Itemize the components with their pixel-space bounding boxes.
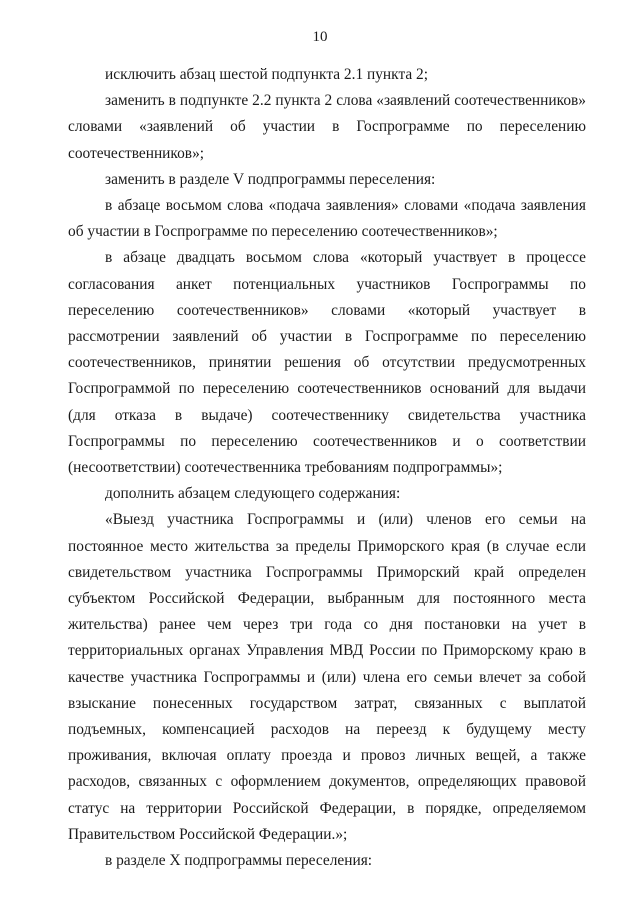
paragraph-add-abzac: дополнить абзацем следующего содержания:	[105, 485, 401, 503]
document-body	[68, 62, 586, 874]
paragraph-replace-words-2-2: заменить в подпункте 2.2 пункта 2 слова «заявлений соотечественников» словами «заявлений об участии в Госпрограмме по переселению соотечественников»;	[68, 92, 586, 162]
page-number: 10	[312, 29, 328, 45]
paragraph-replace-section-v: заменить в разделе V подпрограммы переселения:	[105, 170, 436, 188]
paragraph-twenty-eighth-abzac: в абзаце двадцать восьмом слова «который участвует в процессе согласования анкет потенциальных участников Госпрограммы по переселению соотечественников» словами «который участвует в рассмотрении заявлений об участии в Госпрограмме по переселению соотечественников, принятии решения об отсутствии предусмотренных Госпрограммой по переселению соотечественников оснований для выдачи (для отказа в выдаче) соотечественнику свидетельства участника Госпрограммы по переселению соотечественников и о соответствии (несоответствии) соотечественника требованиям подпрограммы»;	[68, 249, 586, 477]
paragraph-departure-clause: «Выезд участника Госпрограммы и (или) членов его семьи на постоянное место жительства за пределы Приморского края (в случае если свидетельством участника Госпрограммы Приморский край определен субъектом Российской Федерации, выбранным для постоянного места жительства) ранее чем через три года со дня постановки на учет в территориальных органах Управления МВД России по Приморскому краю в качестве участника Госпрограммы и (или) члена его семьи влечет за собой взыскание понесенных государством затрат, связанных с выплатой подъемных, компенсацией расходов на переезд к будущему месту проживания, включая оплату проезда и провоз личных вещей, а также расходов, связанных с оформлением документов, определяющих правовой статус на территории Российской Федерации, в порядке, определяемом Правительством Российской Федерации.»;	[68, 511, 586, 843]
paragraph-eighth-abzac: в абзаце восьмом слова «подача заявления» словами «подача заявления об участии в Госпрограмме по переселению соотечественников»;	[68, 197, 586, 241]
paragraph-section-x: в разделе X подпрограммы переселения:	[105, 852, 373, 870]
paragraph-exclude-subparagraph: исключить абзац шестой подпункта 2.1 пункта 2;	[105, 66, 429, 83]
